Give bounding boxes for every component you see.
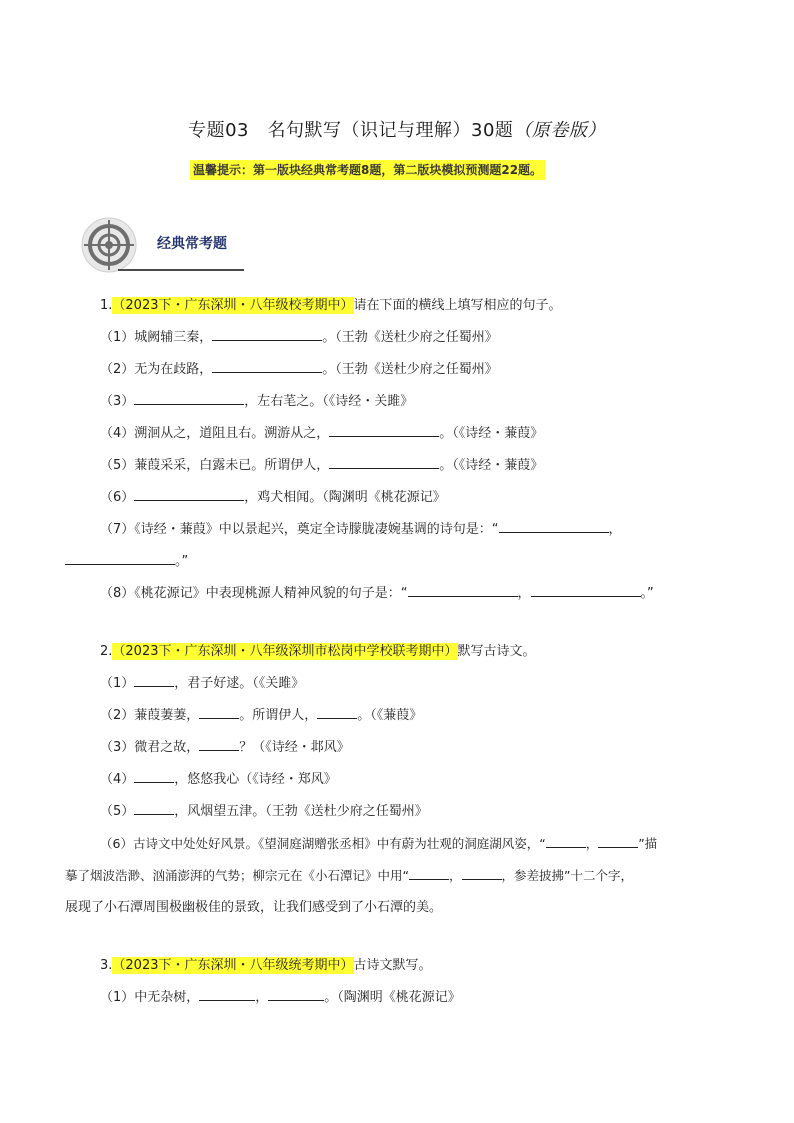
title-subtitle: （原卷版） — [513, 120, 606, 141]
item-text: （2）蒹葭萋萋， — [100, 708, 200, 723]
question-2-header — [100, 639, 730, 671]
item-text: ， — [585, 836, 599, 851]
spacer — [100, 613, 730, 639]
item-text: ，鸡犬相闻。（陶渊明《桃花源记》 — [244, 490, 446, 505]
item-text: （2）无为在歧路， — [100, 362, 213, 377]
item-text: 展现了小石潭周围极幽极佳的景致，让我们感受到了小石潭的美。 — [65, 900, 443, 915]
item-text: 。” — [640, 586, 654, 601]
q2-item-1 — [100, 671, 730, 703]
question-prompt: 请在下面的横线上填写相应的句子。 — [353, 298, 562, 313]
section-title: 经典常考题 — [157, 236, 227, 252]
item-text: ，左右芼之。（《诗经・关雎》 — [244, 394, 414, 409]
page-title — [0, 116, 794, 142]
q2-item-5 — [100, 799, 730, 831]
answer-blank[interactable] — [212, 357, 322, 373]
item-text: （3）微君之故， — [100, 740, 200, 755]
item-text: ，风烟望五津。（王勃《送杜少府之任蜀州》 — [174, 804, 428, 819]
target-icon — [80, 216, 138, 274]
item-text: ，悠悠我心（《诗经・郑风》 — [174, 772, 337, 787]
answer-blank[interactable] — [134, 799, 174, 815]
answer-blank[interactable] — [329, 453, 439, 469]
q1-item-6 — [100, 485, 730, 517]
answer-blank[interactable] — [329, 421, 439, 437]
item-text: （4）溯洄从之，道阻且右。溯游从之， — [100, 426, 330, 441]
answer-blank[interactable] — [134, 767, 174, 783]
item-text: ？（《诗经・邶风》 — [239, 740, 350, 755]
question-source-tag: （2023下・广东深圳・八年级统考期中） — [112, 958, 354, 973]
item-text: （5） — [100, 804, 135, 819]
item-text: 。” — [175, 554, 189, 569]
answer-blank[interactable] — [598, 832, 638, 848]
q2-item-6-cont — [65, 895, 730, 927]
item-text: 。（王勃《送杜少府之任蜀州》 — [322, 362, 498, 377]
answer-blank[interactable] — [462, 864, 502, 880]
item-text: （1） — [100, 676, 135, 691]
question-number: 2. — [100, 644, 113, 659]
question-prompt: 默写古诗文。 — [457, 644, 536, 659]
q1-item-2 — [100, 357, 730, 389]
answer-blank[interactable] — [499, 517, 609, 533]
q1-item-8 — [100, 581, 730, 613]
question-source-tag: （2023下・广东深圳・八年级深圳市松岗中学校联考期中） — [112, 644, 458, 659]
item-text: ，参差披拂”十二个字， — [501, 868, 633, 883]
title-main: 专题03 名句默写（识记与理解）30题 — [188, 120, 514, 141]
q1-item-4 — [100, 421, 730, 453]
answer-blank[interactable] — [268, 985, 324, 1001]
item-text: （3） — [100, 394, 135, 409]
answer-blank[interactable] — [212, 325, 322, 341]
q1-item-7 — [100, 517, 730, 549]
answer-blank[interactable] — [409, 864, 449, 880]
item-text: 。所谓伊人， — [239, 708, 318, 723]
answer-blank[interactable] — [531, 581, 641, 597]
item-text: ，君子好逑。（《关雎》 — [174, 676, 305, 691]
item-text: ， — [608, 522, 622, 537]
q1-item-3 — [100, 389, 730, 421]
question-number: 3. — [100, 958, 113, 973]
item-text: ， — [517, 586, 531, 601]
item-text: 。（王勃《送杜少府之任蜀州》 — [322, 330, 498, 345]
item-text: （4） — [100, 772, 135, 787]
item-text: （1）城阙辅三秦， — [100, 330, 213, 345]
answer-blank[interactable] — [65, 549, 175, 565]
answer-blank[interactable] — [199, 735, 239, 751]
answer-blank[interactable] — [546, 832, 586, 848]
item-text: ， — [255, 990, 269, 1005]
section-divider — [118, 269, 244, 271]
question-source-tag: （2023下・广东深圳・八年级校考期中） — [112, 298, 354, 313]
item-text: 。（陶渊明《桃花源记》 — [324, 990, 461, 1005]
q2-item-6-cont — [65, 863, 730, 895]
item-text: 。（《诗经・蒹葭》 — [439, 426, 544, 441]
q1-item-1 — [100, 325, 730, 357]
item-text: 。（《蒹葭》 — [357, 708, 423, 723]
q2-item-6 — [100, 831, 730, 863]
answer-blank[interactable] — [199, 985, 255, 1001]
q2-item-2 — [100, 703, 730, 735]
question-number: 1. — [100, 298, 113, 313]
answer-blank[interactable] — [317, 703, 357, 719]
question-prompt: 古诗文默写。 — [353, 958, 432, 973]
item-text: （6） — [100, 490, 135, 505]
q1-item-7-cont — [65, 549, 730, 581]
spacer — [100, 927, 730, 953]
item-text: 摹了烟波浩渺、汹涌澎湃的气势；柳宗元在《小石潭记》中用“ — [65, 868, 409, 883]
question-list — [65, 293, 730, 1017]
question-3-header — [100, 953, 730, 985]
item-text: （8）《桃花源记》中表现桃源人精神风貌的句子是：“ — [100, 586, 408, 601]
answer-blank[interactable] — [134, 389, 244, 405]
answer-blank[interactable] — [134, 485, 244, 501]
question-1-header — [100, 293, 730, 325]
item-text: （5）蒹葭采采，白露未已。所谓伊人， — [100, 458, 330, 473]
item-text: （7）《诗经・蒹葭》中以景起兴，奠定全诗朦胧凄婉基调的诗句是：“ — [100, 522, 499, 537]
reminder-banner: 温馨提示：第一版块经典常考题8题，第二版块模拟预测题22题。 — [190, 160, 545, 180]
item-text: （1）中无杂树， — [100, 990, 200, 1005]
q2-item-3 — [100, 735, 730, 767]
item-text: （6）古诗文中处处好风景。《望洞庭湖赠张丞相》中有蔚为壮观的洞庭湖风姿，“ — [100, 836, 546, 851]
q1-item-5 — [100, 453, 730, 485]
item-text: 。（《诗经・蒹葭》 — [439, 458, 544, 473]
item-text: ”描 — [638, 836, 658, 851]
answer-blank[interactable] — [199, 703, 239, 719]
answer-blank[interactable] — [134, 671, 174, 687]
answer-blank[interactable] — [408, 581, 518, 597]
q3-item-1 — [100, 985, 730, 1017]
item-text: ， — [448, 868, 462, 883]
q2-item-4 — [100, 767, 730, 799]
